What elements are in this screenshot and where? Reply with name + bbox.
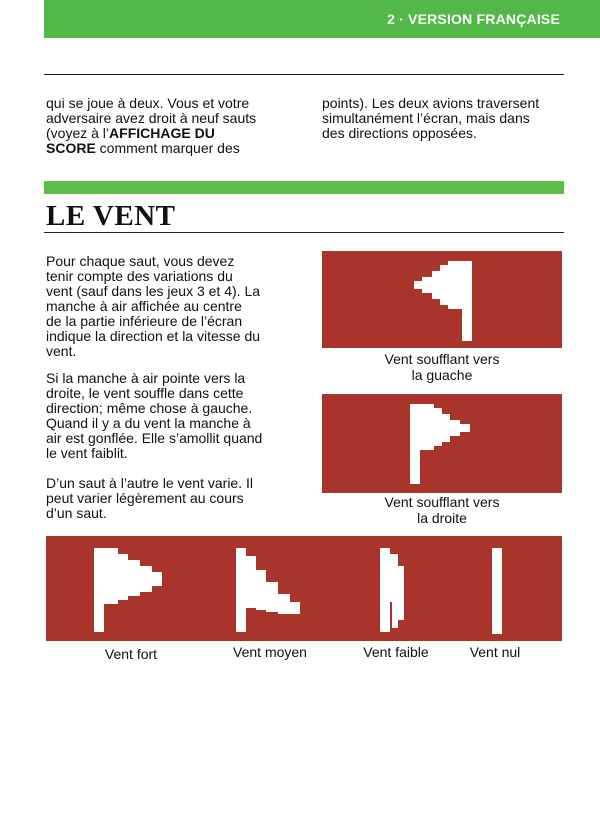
windsock-none-icon: [492, 548, 502, 634]
panel-wind-left: [322, 251, 562, 348]
panel-wind-strength: [46, 536, 562, 641]
windsock-strength-icons: [46, 536, 562, 641]
label-vent-faible: Vent faible: [363, 644, 429, 660]
intro-column-right: points). Les deux avions traversent simultanément l’écran, mais dans des directions opposées.: [322, 95, 540, 141]
top-rule: [44, 74, 564, 75]
windsock-medium-icon: [236, 548, 300, 632]
panel-wind-right: [322, 394, 562, 493]
windsock-weak-icon: [380, 548, 404, 632]
intro-text-b: comment marquer des: [95, 140, 240, 156]
windsock-left-icon: [322, 251, 562, 348]
section-title: LE VENT: [46, 200, 176, 232]
paragraph-1: Pour chaque saut, vous devez tenir compte des variations du vent (sauf dans les jeux 3 et 4). La manche à air affichée au centre de la partie inférieure de l’écran indique la direction et la vitesse du vent.: [46, 253, 261, 359]
intro-column-left: [46, 96, 306, 156]
caption-wind-left: Vent soufflant vers la guache: [384, 351, 500, 383]
label-vent-nul: Vent nul: [469, 644, 521, 660]
intro-bold-score: SCORE: [46, 140, 96, 156]
label-vent-fort: Vent fort: [104, 646, 158, 662]
intro-text-a: qui se joue à deux. Vous et votre adversaire avez droit à neuf sauts (voyez à l’: [46, 95, 257, 141]
paragraph-2: Si la manche à air pointe vers la droite, le vent souffle dans cette direction; même chose à gauche. Quand il y a du vent la manche à air est gonflée. Elle s’amollit quand le vent faiblit.: [46, 370, 263, 461]
windsock-strong-icon: [94, 548, 162, 632]
title-rule: [44, 232, 564, 233]
caption-wind-right: Vent soufflant vers la droite: [384, 494, 500, 526]
intro-bold-affichage: AFFICHAGE DU: [109, 125, 215, 141]
header-bar: [44, 0, 600, 38]
paragraph-3: D’un saut à l’autre le vent varie. Il peut varier légèrement au cours d’un saut.: [46, 475, 253, 521]
section-label: 2 · VERSION FRANÇAISE: [387, 11, 560, 27]
label-vent-moyen: Vent moyen: [233, 644, 307, 660]
windsock-right-icon: [322, 394, 562, 493]
section-band: [44, 181, 564, 194]
